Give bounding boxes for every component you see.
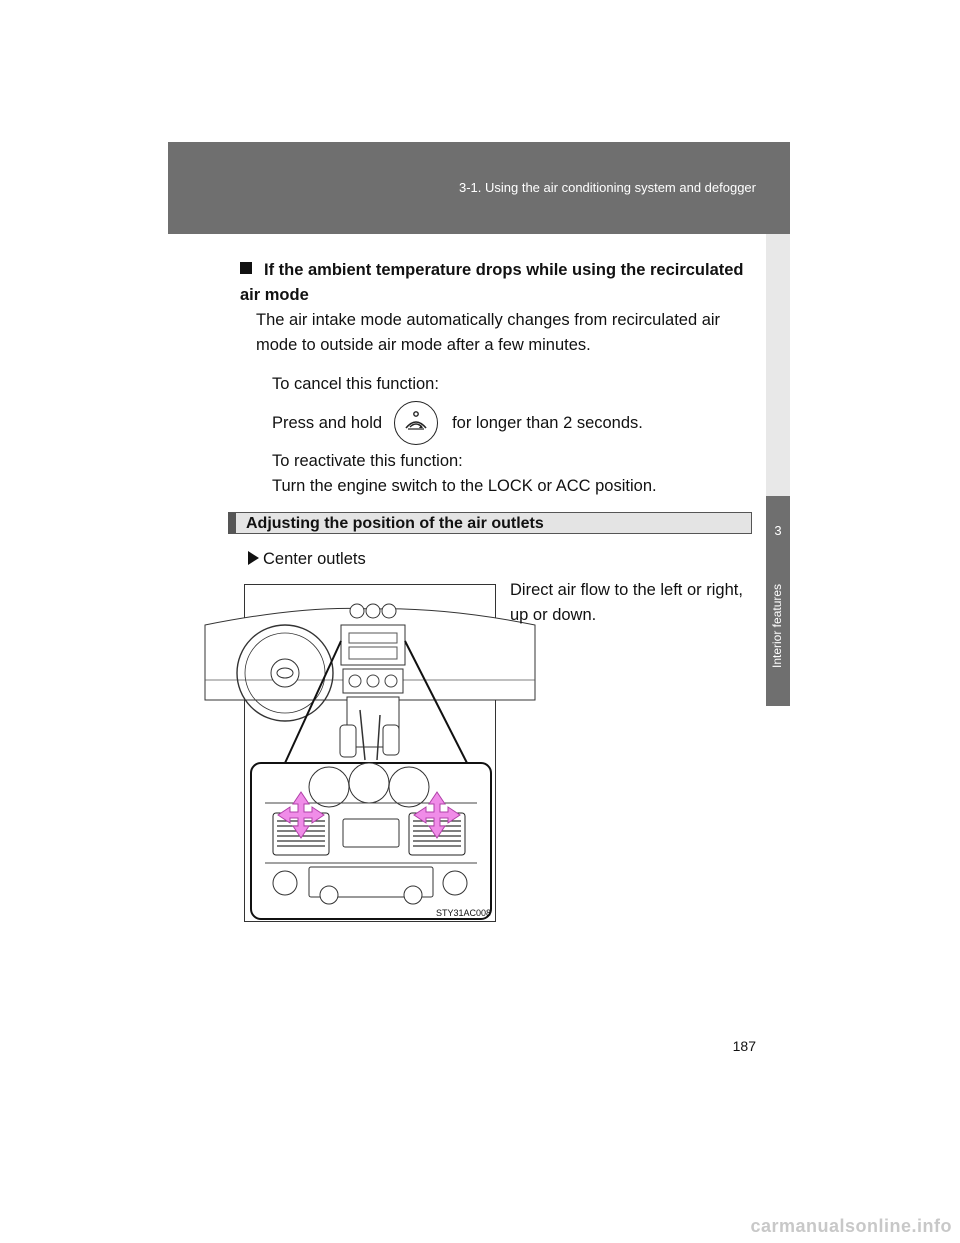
note-heading [240, 258, 760, 308]
illustration-code: STY31AC008 [435, 908, 491, 918]
press-before: Press and hold [272, 413, 383, 432]
triangle-bullet-icon [248, 551, 259, 565]
press-after: for longer than 2 seconds. [452, 413, 643, 432]
sub-item-center-outlets [248, 550, 366, 569]
header-bar [168, 142, 790, 234]
note-body: The air intake mode automatically changes from recirculated air mode to outside air mode after a few minutes. [256, 311, 721, 354]
watermark: carmanualsonline.info [750, 1216, 952, 1236]
side-tab [766, 496, 790, 706]
recirculated-air-button-icon [394, 401, 438, 445]
chapter-label: Interior features [770, 583, 784, 669]
page-number: 187 [732, 1038, 756, 1054]
side-strip [766, 234, 790, 496]
section-description: Direct air flow to the left or right, up or down. [510, 581, 743, 624]
press-instruction [272, 397, 760, 449]
note-block [240, 258, 760, 499]
square-bullet-icon [240, 262, 252, 274]
chapter-number: 3 [774, 523, 782, 538]
cancel-label: To cancel this function: [272, 375, 439, 393]
header-title: 3-1. Using the air conditioning system and defogger [458, 180, 756, 195]
sub-item-label: Center outlets [263, 550, 366, 568]
section-heading: Adjusting the position of the air outlets [228, 512, 752, 534]
dashboard-illustration [244, 584, 496, 922]
reactivate-label: To reactivate this function: [272, 452, 463, 470]
reactivate-text: Turn the engine switch to the LOCK or ACC position. [272, 477, 657, 495]
note-heading-text: If the ambient temperature drops while using the recirculated air mode [240, 261, 744, 304]
